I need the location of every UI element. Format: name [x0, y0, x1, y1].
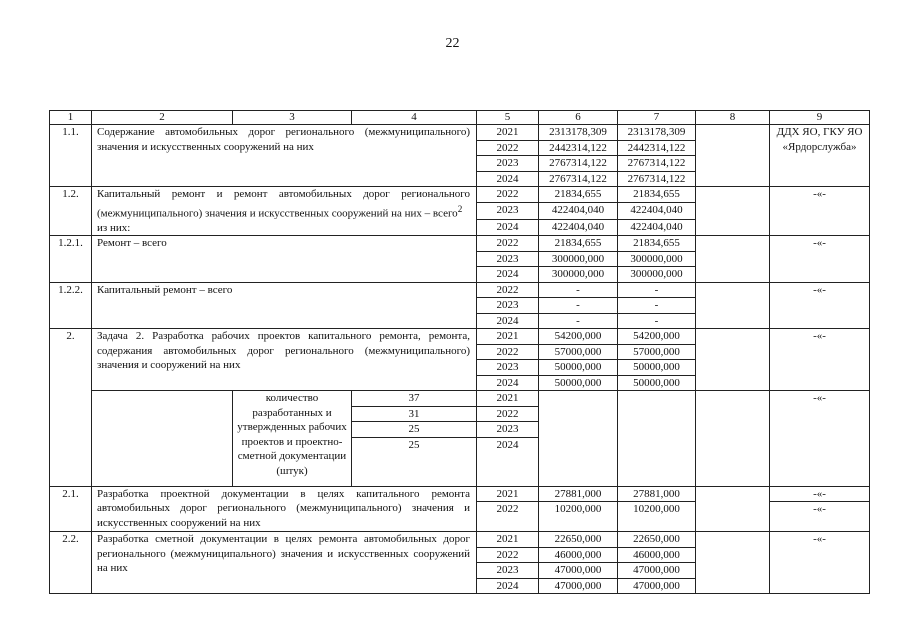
row-description [92, 187, 477, 236]
year-cell: 2021 [477, 391, 539, 407]
amount-cell: - [618, 298, 696, 314]
year-cell: 2024 [477, 578, 539, 594]
amount-cell: 22650,000 [618, 532, 696, 548]
header-cell: 3 [233, 111, 352, 125]
amount-cell: 300000,000 [618, 267, 696, 283]
empty-cell [696, 532, 770, 594]
amount-cell: - [539, 282, 618, 298]
amount-cell: 21834,655 [618, 236, 696, 252]
amount-cell: 54200,000 [618, 329, 696, 345]
indicator-value: 37 [352, 391, 477, 407]
description-subtext: из них: [97, 221, 131, 234]
empty-cell [696, 125, 770, 187]
description-text: Капитальный ремонт и ремонт автомобильных дорог регионального (межмуниципального) значения и искусственных сооружений на них – всего [97, 188, 470, 220]
year-cell: 2022 [477, 236, 539, 252]
indicator-row [50, 391, 870, 407]
table-row [50, 125, 870, 141]
year-cell: 2023 [477, 298, 539, 314]
year-cell: 2023 [477, 203, 539, 219]
amount-cell: - [539, 298, 618, 314]
row-number: 2.1. [50, 486, 92, 532]
page-number: 22 [445, 36, 460, 51]
amount-cell: 300000,000 [539, 267, 618, 283]
row-description: Капитальный ремонт – всего [92, 282, 477, 329]
year-cell: 2024 [477, 171, 539, 187]
amount-cell: 300000,000 [539, 251, 618, 267]
year-cell: 2021 [477, 329, 539, 345]
amount-cell: 2313178,309 [618, 125, 696, 141]
table-row [50, 329, 870, 345]
executor-cell: -«- [770, 391, 870, 487]
amount-cell: 47000,000 [539, 563, 618, 579]
amount-cell: 2767314,122 [539, 156, 618, 172]
year-cell: 2022 [477, 502, 539, 532]
amount-cell: 21834,655 [539, 236, 618, 252]
table-row [50, 236, 870, 252]
amount-cell: 47000,000 [539, 578, 618, 594]
empty-cell [696, 187, 770, 236]
row-number: 1.2.2. [50, 282, 92, 329]
year-cell: 2021 [477, 486, 539, 502]
amount-cell: 422404,040 [618, 203, 696, 219]
year-cell: 2024 [477, 313, 539, 329]
year-cell: 2023 [477, 251, 539, 267]
header-cell: 7 [618, 111, 696, 125]
amount-cell: 2313178,309 [539, 125, 618, 141]
footnote-mark: 2 [457, 203, 463, 214]
header-cell: 1 [50, 111, 92, 125]
amount-cell: 2767314,122 [618, 171, 696, 187]
amount-cell: - [539, 313, 618, 329]
year-cell: 2022 [477, 187, 539, 203]
amount-cell: 21834,655 [539, 187, 618, 203]
header-cell: 6 [539, 111, 618, 125]
header-cell: 4 [352, 111, 477, 125]
amount-cell: 2442314,122 [618, 140, 696, 156]
year-cell: 2023 [477, 156, 539, 172]
executor-cell: -«- [770, 282, 870, 329]
amount-cell: 50000,000 [539, 375, 618, 391]
empty-cell [696, 391, 770, 487]
indicator-value: 25 [352, 437, 477, 486]
executor-cell: -«- [770, 532, 870, 594]
amount-cell: 27881,000 [618, 486, 696, 502]
amount-cell: 46000,000 [618, 547, 696, 563]
executor-cell: -«- [770, 236, 870, 283]
budget-table [49, 110, 870, 594]
year-cell: 2022 [477, 547, 539, 563]
amount-cell: - [618, 282, 696, 298]
row-description: Содержание автомобильных дорог регионального (межмуниципального) значения и искусственных сооружений на них [92, 125, 477, 187]
amount-cell: 10200,000 [539, 502, 618, 532]
executor-cell: -«- [770, 187, 870, 236]
row-description: Разработка сметной документации в целях ремонта автомобильных дорог регионального (межмуниципального) значения и искусственных сооружений на них [92, 532, 477, 594]
amount-cell: 27881,000 [539, 486, 618, 502]
row-description: Ремонт – всего [92, 236, 477, 283]
year-cell: 2021 [477, 125, 539, 141]
executor-cell: ДДХ ЯО, ГКУ ЯО «Ярдорслужба» [770, 125, 870, 187]
row-number: 1.1. [50, 125, 92, 187]
indicator-value: 31 [352, 406, 477, 422]
year-cell: 2022 [477, 344, 539, 360]
header-cell: 9 [770, 111, 870, 125]
year-cell: 2022 [477, 140, 539, 156]
row-number: 2. [50, 329, 92, 487]
year-cell: 2022 [477, 282, 539, 298]
empty-cell [696, 486, 770, 532]
executor-cell: -«- [770, 486, 870, 502]
year-cell: 2023 [477, 563, 539, 579]
year-cell: 2021 [477, 532, 539, 548]
amount-cell: 21834,655 [618, 187, 696, 203]
header-cell: 8 [696, 111, 770, 125]
amount-cell: 50000,000 [539, 360, 618, 376]
indicator-value: 25 [352, 422, 477, 438]
row-description: Задача 2. Разработка рабочих проектов капитального ремонта, ремонта, содержания автомобильных дорог регионального (межмуниципального) значения и сооружений на них [92, 329, 477, 391]
amount-cell: 422404,040 [539, 219, 618, 235]
amount-cell: 2442314,122 [539, 140, 618, 156]
amount-cell: 2767314,122 [539, 171, 618, 187]
amount-cell: - [618, 313, 696, 329]
year-cell: 2024 [477, 219, 539, 235]
empty-cell [539, 391, 618, 487]
amount-cell: 422404,040 [618, 219, 696, 235]
table-row [50, 532, 870, 548]
amount-cell: 50000,000 [618, 360, 696, 376]
empty-cell [696, 282, 770, 329]
row-description: Разработка проектной документации в целях капитального ремонта автомобильных дорог регионального (межмуниципального) значения и искусственных сооружений на них [92, 486, 477, 532]
empty-cell [696, 236, 770, 283]
empty-cell [618, 391, 696, 487]
executor-cell: -«- [770, 502, 870, 532]
amount-cell: 22650,000 [539, 532, 618, 548]
amount-cell: 57000,000 [618, 344, 696, 360]
row-number: 2.2. [50, 532, 92, 594]
amount-cell: 57000,000 [539, 344, 618, 360]
amount-cell: 2767314,122 [618, 156, 696, 172]
header-cell: 2 [92, 111, 233, 125]
header-row [50, 111, 870, 125]
amount-cell: 422404,040 [539, 203, 618, 219]
amount-cell: 54200,000 [539, 329, 618, 345]
table-row [50, 282, 870, 298]
empty-cell [92, 391, 233, 487]
year-cell: 2024 [477, 437, 539, 486]
year-cell: 2024 [477, 267, 539, 283]
year-cell: 2023 [477, 422, 539, 438]
year-cell: 2022 [477, 406, 539, 422]
amount-cell: 10200,000 [618, 502, 696, 532]
executor-cell: -«- [770, 329, 870, 391]
year-cell: 2024 [477, 375, 539, 391]
amount-cell: 47000,000 [618, 563, 696, 579]
table-row [50, 187, 870, 203]
amount-cell: 46000,000 [539, 547, 618, 563]
row-number: 1.2. [50, 187, 92, 236]
row-number: 1.2.1. [50, 236, 92, 283]
amount-cell: 50000,000 [618, 375, 696, 391]
indicator-label: количество разработанных и утвержденных рабочих проектов и проектно-сметной документации (штук) [233, 391, 352, 487]
table-row [50, 486, 870, 502]
header-cell: 5 [477, 111, 539, 125]
year-cell: 2023 [477, 360, 539, 376]
amount-cell: 47000,000 [618, 578, 696, 594]
amount-cell: 300000,000 [618, 251, 696, 267]
empty-cell [696, 329, 770, 391]
